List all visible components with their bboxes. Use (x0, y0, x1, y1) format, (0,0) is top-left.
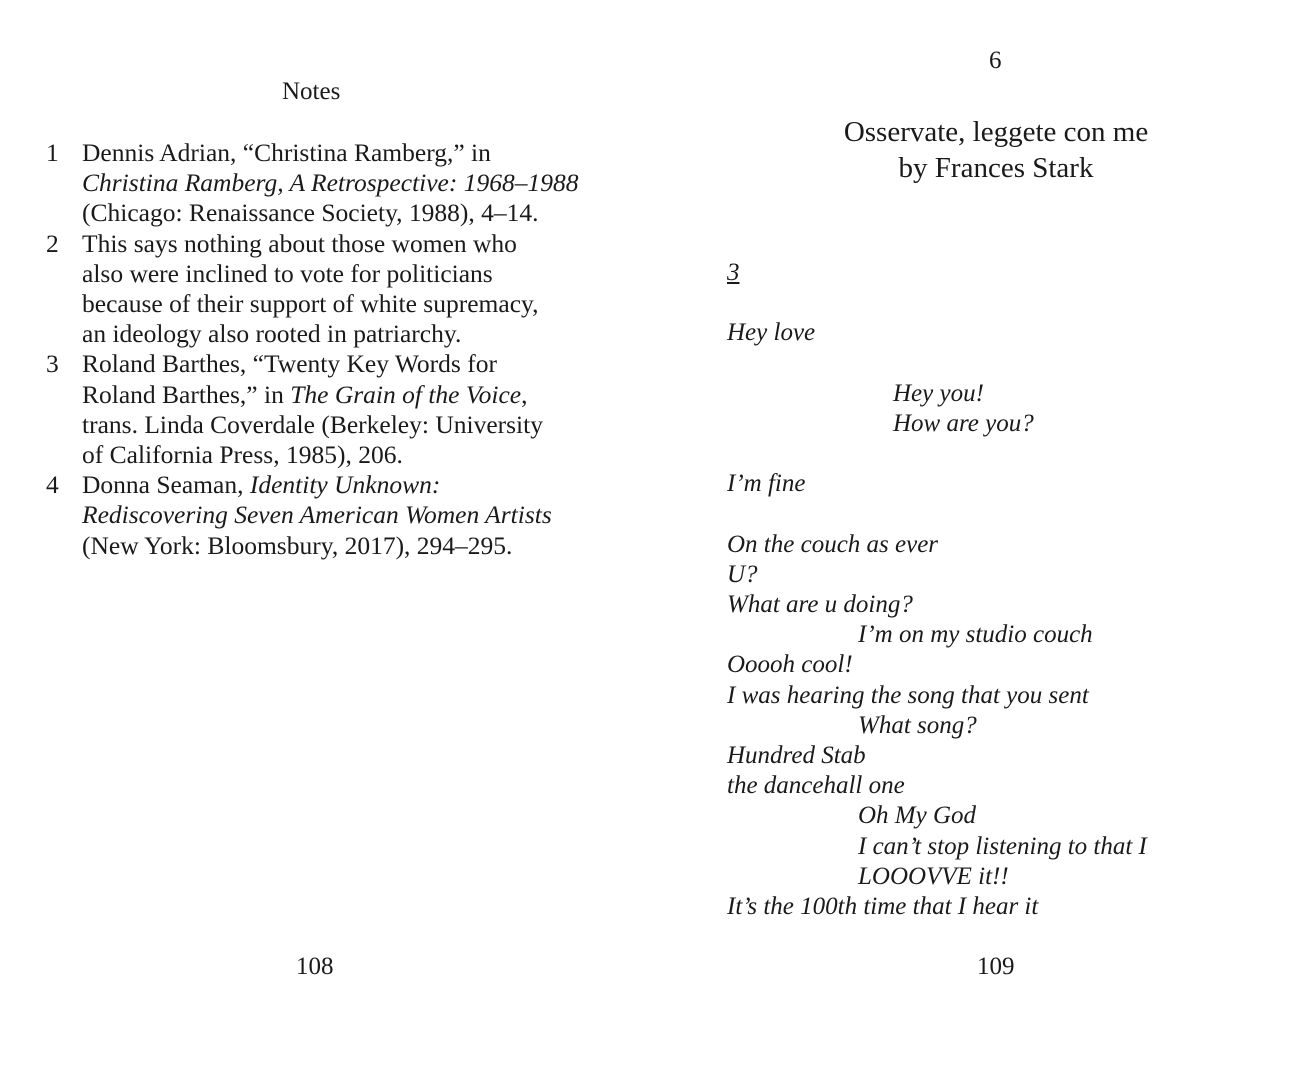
note-line (82, 349, 606, 379)
poem-line: Ooooh cool! (727, 651, 853, 679)
note-line (82, 380, 606, 410)
note-text: Donna Seaman, (82, 470, 250, 500)
chapter-title-line: Osservate, leggete con me (843, 116, 1149, 148)
note-text: Roland Barthes,” in (82, 379, 291, 409)
note-text: (New York: Bloomsbury, 2017), 294–295. (82, 530, 513, 560)
note-text: Roland Barthes, “Twenty Key Words for (82, 349, 497, 379)
note-item (46, 138, 606, 229)
note-text: (Chicago: Renaissance Society, 1988), 4–14. (82, 198, 539, 228)
note-number: 2 (46, 228, 59, 258)
stanza-break (727, 349, 1287, 379)
poem-line: Hundred Stab (727, 742, 866, 769)
note-text: an ideology also rooted in patriarchy. (82, 319, 462, 349)
poem-line: Oh My God (858, 802, 977, 830)
chapter-author-line: by Frances Stark (898, 152, 1094, 184)
note-text: This says nothing about those women who (82, 228, 517, 258)
poem-line: LOOOVVE it!! (858, 862, 1009, 890)
note-number: 4 (46, 470, 59, 500)
note-line (82, 168, 606, 198)
poem-line: I was hearing the song that you sent (727, 681, 1089, 709)
note-title-italic: The Grain of the Voice (290, 379, 522, 409)
note-text: , (521, 379, 528, 409)
note-title-italic: Rediscovering Seven American Women Artists (82, 500, 552, 530)
note-text: Dennis Adrian, “Christina Ramberg,” in (82, 138, 491, 167)
stanza-break (727, 500, 1287, 530)
note-text: trans. Linda Coverdale (Berkeley: University (82, 409, 543, 439)
note-line (82, 319, 606, 349)
poem-line: the dancehall one (727, 772, 905, 800)
poem-line: What song? (858, 711, 977, 739)
stanza-break (727, 439, 1287, 469)
poem-line: On the couch as ever (727, 530, 939, 558)
note-line (82, 470, 606, 500)
note-line (82, 500, 606, 530)
note-line (82, 410, 606, 440)
section-number: 3 (727, 259, 740, 286)
poem-line: Hey you! (893, 379, 984, 407)
note-line (82, 138, 606, 168)
note-line (82, 440, 606, 470)
right-page-number: 109 (977, 953, 1015, 980)
note-line (82, 289, 606, 319)
poem-line: U? (727, 560, 758, 588)
note-line (82, 229, 606, 259)
note-title-italic: Christina Ramberg, A Retrospective: 1968–1988 (82, 168, 579, 198)
poem-line: What are u doing? (727, 591, 913, 619)
note-line (82, 198, 606, 228)
chapter-number: 6 (989, 47, 1002, 74)
note-line (82, 259, 606, 289)
stanza-break (727, 288, 1287, 318)
poem-line: It’s the 100th time that I hear it (727, 892, 1039, 920)
poem-line: I’m on my studio couch (858, 621, 1093, 649)
note-item (46, 229, 606, 350)
note-title-italic: Identity Unknown: (249, 470, 441, 500)
notes-list (46, 138, 606, 561)
note-text: of California Press, 1985), 206. (82, 440, 403, 470)
note-text: because of their support of white supremacy, (82, 289, 539, 319)
note-item (46, 349, 606, 470)
note-line (82, 531, 606, 561)
left-page (0, 0, 640, 1068)
note-text: also were inclined to vote for politicians (82, 258, 493, 288)
right-page (656, 0, 1312, 1068)
poem-line: I can’t stop listening to that I (858, 832, 1147, 860)
notes-heading: Notes (282, 78, 341, 105)
poem-line: Hey love (727, 319, 816, 347)
poem-line: I’m fine (727, 470, 806, 498)
note-number: 1 (46, 138, 59, 167)
note-number: 3 (46, 349, 59, 379)
poem-text (727, 258, 1287, 922)
note-item (46, 470, 606, 561)
poem-line: How are you? (893, 409, 1034, 437)
chapter-title (656, 114, 1312, 186)
left-page-number: 108 (296, 953, 334, 980)
